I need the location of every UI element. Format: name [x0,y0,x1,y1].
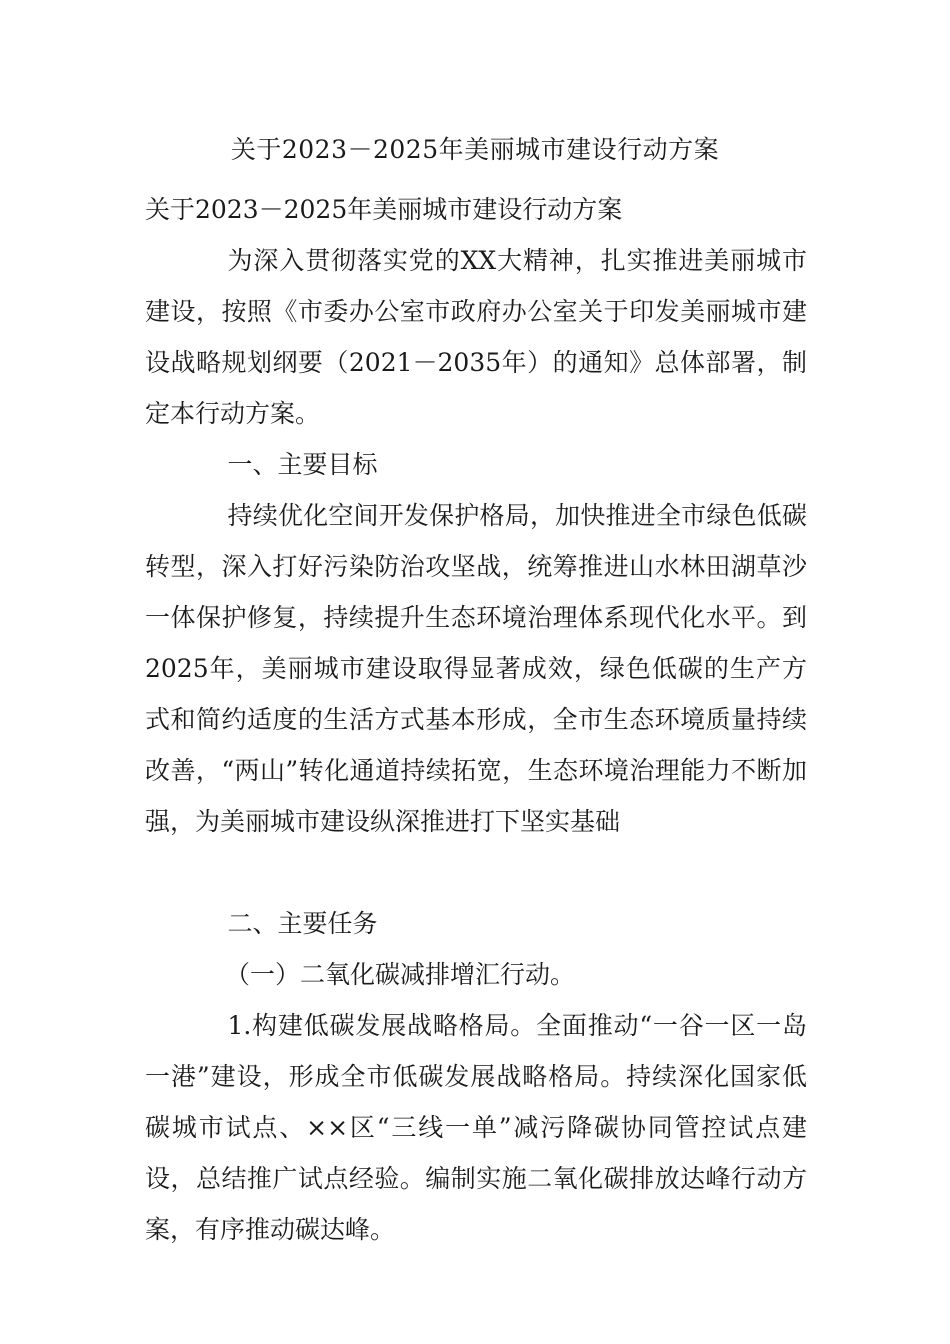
section2-item1-paragraph: 1.构建低碳发展战略格局。全面推动“一谷一区一岛一港”建设，形成全市低碳发展战略格局。持续深化国家低碳城市试点、××区“三线一单”减污降碳协同管控试点建设，总结推广试点经验。编制实施二氧化碳排放达峰行动方案，有序推动碳达峰。 [145,1011,807,1244]
document-title-centered: 关于2023－2025年美丽城市建设行动方案 [230,135,720,164]
section2-subheading: （一）二氧化碳减排增汇行动。 [225,960,576,989]
section1-paragraph: 持续优化空间开发保护格局，加快推进全市绿色低碳转型，深入打好污染防治攻坚战，统筹推进山水林田湖草沙一体保护修复，持续提升生态环境治理体系现代化水平。到2025年，美丽城市建设取得显著成效，绿色低碳的生产方式和简约适度的生活方式基本形成，全市生态环境质量持续改善，“两山”转化通道持续拓宽，生态环境治理能力不断加强，为美丽城市建设纵深推进打下坚实基础 [145,501,807,836]
document-title-left: 关于2023－2025年美丽城市建设行动方案 [145,195,623,224]
section2-heading: 二、主要任务 [227,909,378,938]
paragraph-gap [145,847,807,898]
section1-heading: 一、主要目标 [227,450,378,479]
intro-paragraph: 为深入贯彻落实党的XX大精神，扎实推进美丽城市建设，按照《市委办公室市政府办公室关于印发美丽城市建设战略规划纲要（2021－2035年）的通知》总体部署，制定本行动方案。 [145,246,807,428]
document-body [145,184,807,1255]
